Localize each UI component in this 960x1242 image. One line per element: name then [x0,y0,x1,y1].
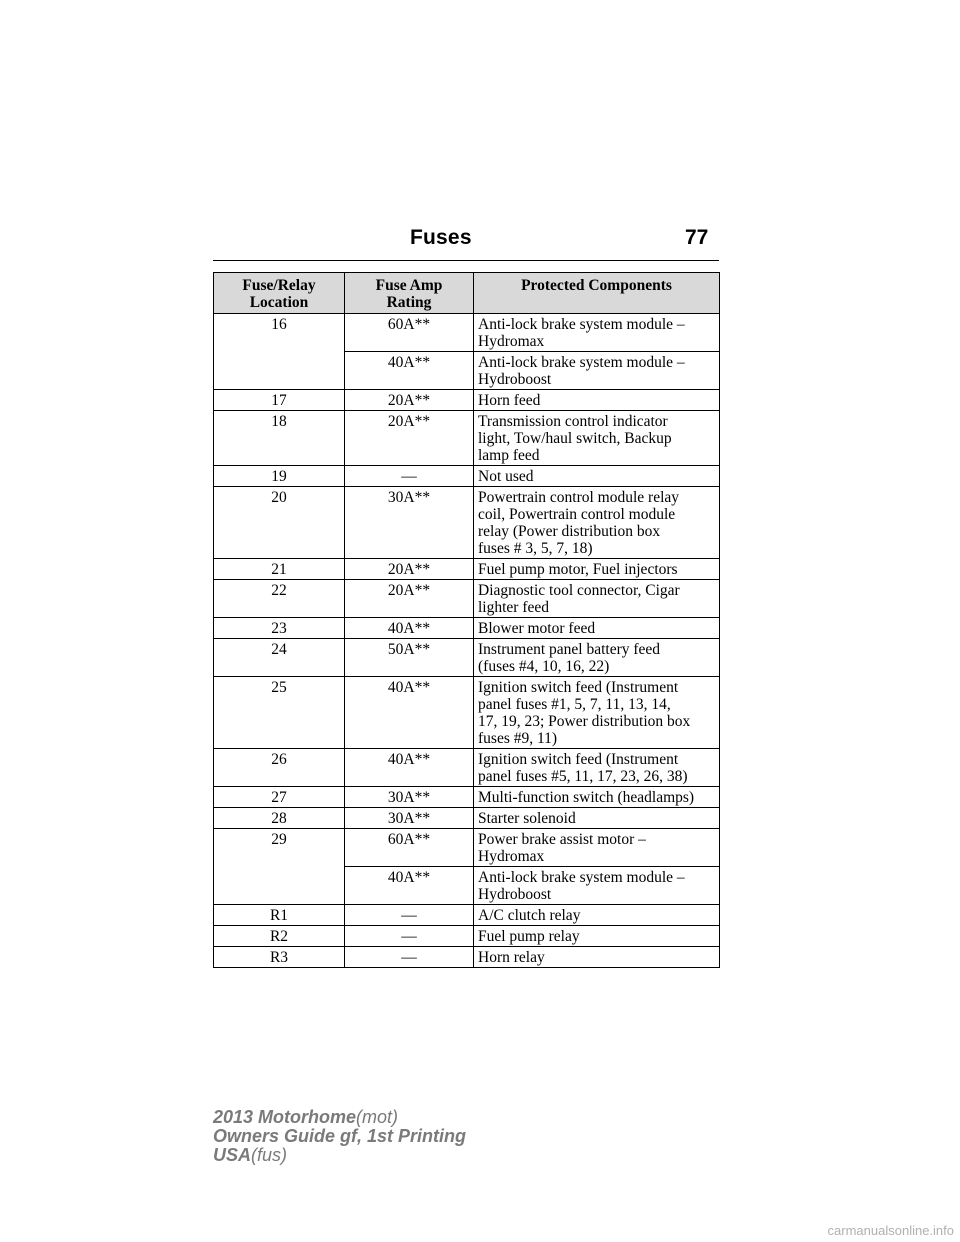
table-row [214,639,720,677]
cell-components [474,314,720,352]
table-body [214,314,720,968]
component-line: 17, 19, 23; Power distribution box [478,713,691,730]
cell-amp-rating: 30A** [345,808,474,829]
component-line: Anti-lock brake system module – [478,869,685,886]
cell-location: 23 [214,618,345,639]
cell-amp-rating: — [345,926,474,947]
cell-amp-rating: 20A** [345,390,474,411]
cell-location: 20 [214,487,345,559]
cell-amp-rating: 40A** [345,677,474,749]
component-line: Horn relay [478,949,545,966]
component-line: Fuel pump motor, Fuel injectors [478,561,678,578]
table-row [214,947,720,968]
table-row [214,487,720,559]
component-line: Starter solenoid [478,810,576,827]
cell-location: 17 [214,390,345,411]
table-row [214,749,720,787]
cell-components [474,749,720,787]
component-line: (fuses #4, 10, 16, 22) [478,658,610,675]
component-line: Power brake assist motor – [478,831,646,848]
component-line: Ignition switch feed (Instrument [478,679,679,696]
cell-components [474,905,720,926]
cell-amp-rating: 20A** [345,580,474,618]
cell-location: 26 [214,749,345,787]
header-rule [213,256,719,261]
table-row [214,808,720,829]
watermark: carmanualsonline.info [827,1223,954,1238]
component-line: fuses # 3, 5, 7, 18) [478,540,593,557]
component-line: Hydromax [478,333,545,350]
cell-location: 19 [214,466,345,487]
cell-components [474,639,720,677]
component-line: Hydroboost [478,886,552,903]
component-line: Blower motor feed [478,620,596,637]
component-line: fuses #9, 11) [478,730,558,747]
component-line: Not used [478,468,534,485]
component-line: panel fuses #1, 5, 7, 11, 13, 14, [478,696,671,713]
cell-location: R2 [214,926,345,947]
component-line: Anti-lock brake system module – [478,316,685,333]
component-line: Hydroboost [478,371,552,388]
table-row [214,580,720,618]
cell-components [474,867,720,905]
cell-location: 27 [214,787,345,808]
component-line: A/C clutch relay [478,907,581,924]
cell-location: R1 [214,905,345,926]
cell-amp-rating: 30A** [345,487,474,559]
table-row [214,618,720,639]
table-row [214,390,720,411]
cell-components [474,487,720,559]
cell-location: 24 [214,639,345,677]
component-line: relay (Power distribution box [478,523,661,540]
cell-components [474,829,720,867]
column-header-location: Fuse/Relay Location [214,273,345,314]
table-row [214,905,720,926]
component-line: light, Tow/haul switch, Backup [478,430,672,447]
cell-amp-rating: 40A** [345,352,474,390]
cell-amp-rating: 30A** [345,787,474,808]
table-row [214,829,720,867]
cell-amp-rating: — [345,947,474,968]
table-row [214,787,720,808]
cell-location: 25 [214,677,345,749]
cell-amp-rating: 50A** [345,639,474,677]
component-line: Hydromax [478,848,545,865]
component-line: Transmission control indicator [478,413,668,430]
cell-amp-rating: 20A** [345,559,474,580]
cell-components [474,390,720,411]
cell-components [474,926,720,947]
cell-components [474,787,720,808]
component-line: Ignition switch feed (Instrument [478,751,679,768]
cell-components [474,618,720,639]
cell-location: 28 [214,808,345,829]
table-row [214,926,720,947]
component-line: coil, Powertrain control module [478,506,676,523]
cell-location: 16 [214,314,345,390]
cell-components [474,580,720,618]
table-row [214,559,720,580]
cell-amp-rating: — [345,905,474,926]
fuse-table [213,272,720,968]
component-line: Fuel pump relay [478,928,580,945]
cell-location: 18 [214,411,345,466]
table-row [214,677,720,749]
cell-amp-rating: 40A** [345,618,474,639]
component-line: lamp feed [478,447,540,464]
table-row [214,314,720,352]
cell-components [474,352,720,390]
cell-location: 29 [214,829,345,905]
cell-components [474,466,720,487]
column-header-amp: Fuse Amp Rating [345,273,474,314]
component-line: panel fuses #5, 11, 17, 23, 26, 38) [478,768,688,785]
component-line: Multi-function switch (headlamps) [478,789,695,806]
cell-amp-rating: 40A** [345,749,474,787]
cell-components [474,411,720,466]
cell-amp-rating: 20A** [345,411,474,466]
page-title: Fuses [410,226,472,249]
column-header-components: Protected Components [474,273,720,314]
cell-location: 21 [214,559,345,580]
document-footer: 2013 Motorhome(mot) Owners Guide gf, 1st Printing USA(fus) [213,1107,467,1165]
cell-components [474,559,720,580]
table-row [214,466,720,487]
cell-amp-rating: 40A** [345,867,474,905]
cell-components [474,947,720,968]
cell-amp-rating: — [345,466,474,487]
component-line: lighter feed [478,599,550,616]
cell-amp-rating: 60A** [345,314,474,352]
cell-components [474,808,720,829]
table-header-row [214,273,720,314]
cell-components [474,677,720,749]
page-number: 77 [685,226,709,249]
component-line: Powertrain control module relay [478,489,680,506]
cell-location: 22 [214,580,345,618]
table-row [214,411,720,466]
component-line: Anti-lock brake system module – [478,354,685,371]
cell-location: R3 [214,947,345,968]
component-line: Diagnostic tool connector, Cigar [478,582,680,599]
component-line: Horn feed [478,392,541,409]
cell-amp-rating: 60A** [345,829,474,867]
component-line: Instrument panel battery feed [478,641,661,658]
